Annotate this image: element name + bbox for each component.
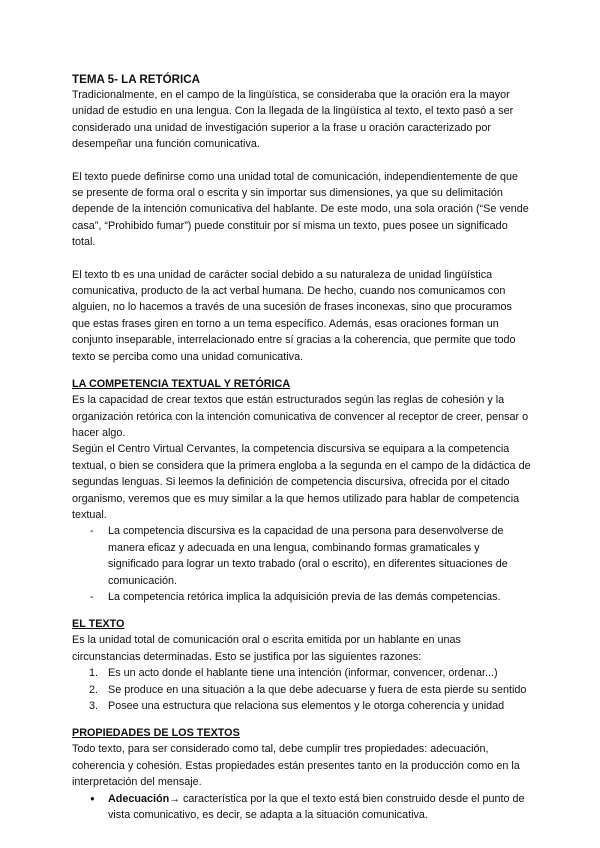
list-item-text: Se produce en una situación a la que debe adecuarse y fuera de esta pierde su sentido (108, 683, 527, 696)
list-item-text: Posee una estructura que relaciona sus elementos y le otorga coherencia y unidad (108, 700, 505, 712)
intro-paragraph-1: Tradicionalmente, en el campo de la lingüística, se consideraba que la oración era la mayor unidad de estudio en una lengua. Con la llegada de la lingüística al texto, el texto pasó a ser considerado una unidad de investigación superior a la frase u oración caracterizado por desempeñar una función comunicativa. (72, 89, 514, 151)
list-number: 3. (89, 700, 99, 712)
page-title: TEMA 5- LA RETÓRICA (72, 73, 200, 86)
list-item (72, 523, 532, 589)
section-heading-texto: EL TEXTO (72, 618, 125, 631)
competencia-paragraph-1: Es la capacidad de crear textos que están estructurados según las reglas de cohesión y la organización retórica con la intención comunicativa de convencer al receptor de creer, pensar o hacer algo. (72, 394, 529, 439)
list-item (72, 589, 532, 605)
bullet-marker: ● (90, 793, 95, 803)
intro-paragraph-2: El texto puede definirse como una unidad total de comunicación, independientemente de que se presente de forma oral o escrita y sin importar sus dimensiones, ya que su delimitación depende de la intención comunicativa del hablante. De este modo, una sola oración (“Se vende casa”, “Prohibido fumar”) puede constituir por sí misma un texto, pues posee un significado total. (72, 170, 529, 249)
texto-paragraph-1: Es la unidad total de comunicación oral o escrita emitida por un hablante en unas circunstancias determinadas. Esto se justifica por las siguientes razones: (72, 634, 461, 663)
list-item-text: característica por la que el texto está bien construido desde el punto de vista comunicativo, es decir, se adapta a la situación comunicativa. (108, 792, 525, 822)
texto-numbered-list (72, 665, 532, 714)
list-item (72, 698, 532, 714)
term-adecuacion: Adecuación (108, 792, 170, 805)
list-item-text: Es un acto donde el hablante tiene una intención (informar, convencer, ordenar...) (108, 667, 498, 680)
dash-marker: - (90, 590, 94, 603)
list-number: 1. (89, 667, 99, 680)
section-heading-competencia: LA COMPETENCIA TEXTUAL Y RETÓRICA (72, 378, 291, 391)
list-item-text: La competencia retórica implica la adquisición previa de las demás competencias. (108, 590, 501, 603)
arrow-icon: → (169, 792, 180, 805)
propiedades-list (72, 791, 532, 824)
list-item (72, 665, 532, 681)
intro-paragraph-3: El texto tb es una unidad de carácter social debido a su naturaleza de unidad lingüística comunicativa, producto de la act verbal humana. De hecho, cuando nos comunicamos con alguien, no lo hacemos a través de una sucesión de frases inconexas, sino que procuramos que estas frases giren en torno a un tema específico. Además, esas oraciones forman un conjunto inseparable, interrelacionado entre sí gracias a la coherencia, que permite que todo texto se perciba como una unidad comunicativa. (72, 268, 516, 363)
list-number: 2. (89, 683, 99, 696)
section-heading-propiedades: PROPIEDADES DE LOS TEXTOS (72, 727, 240, 740)
document-page (72, 72, 532, 823)
competencia-paragraph-2: Según el Centro Virtual Cervantes, la competencia discursiva se equipara a la competencia textual, o bien se considera que la primera engloba a la segunda en el campo de la didáctica de segundas lenguas. Si leemos la definición de competencia discursiva, ofrecida por el citado organismo, veremos que es muy similar a la que hemos utilizado para hablar de competencia textual. (72, 443, 531, 521)
dash-marker: - (90, 525, 94, 538)
propiedades-paragraph-1: Todo texto, para ser considerado como tal, debe cumplir tres propiedades: adecuación, coherencia y cohesión. Estas propiedades están presentes tanto en la producción como en la interpretación del mensaje. (72, 743, 520, 789)
list-item-text: La competencia discursiva es la capacidad de una persona para desenvolverse de manera eficaz y adecuada en una lengua, combinando formas gramaticales y significado para lograr un texto trabado (oral o escrito), en diferentes situaciones de comunicación. (108, 525, 508, 587)
competencia-list (72, 523, 532, 605)
list-item (72, 791, 532, 824)
list-item (72, 682, 532, 698)
